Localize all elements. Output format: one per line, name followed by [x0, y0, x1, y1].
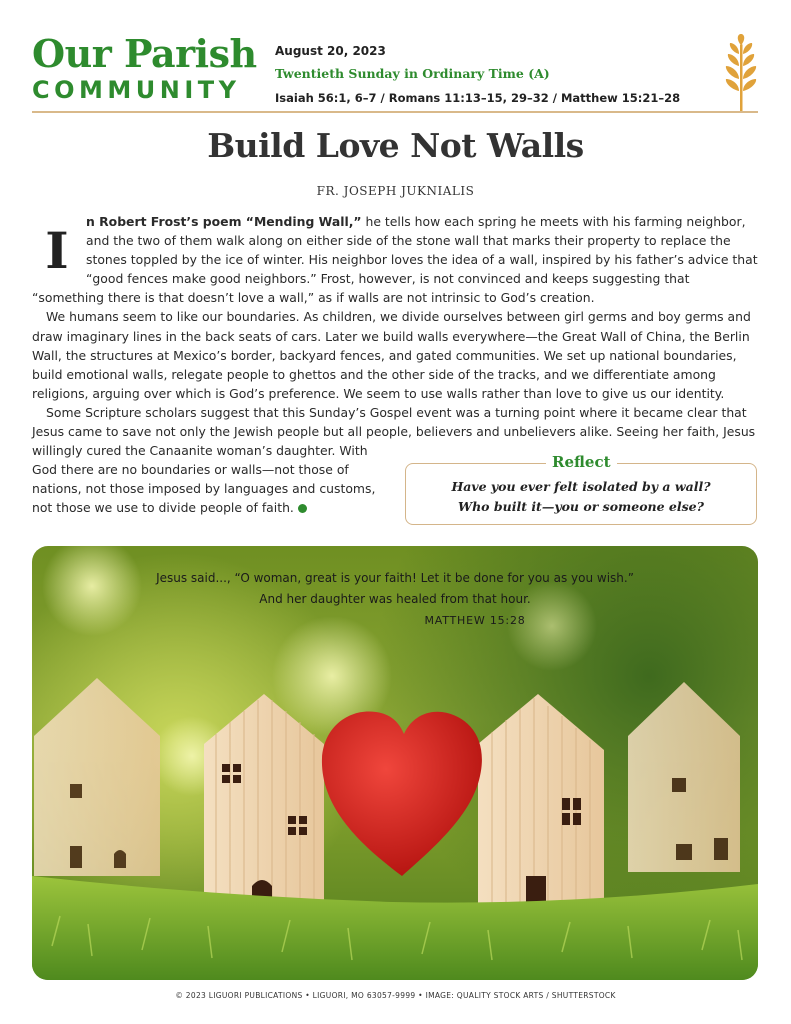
paragraph-1-text: he tells how each spring he meets with his farming neighbor, and the two of them walk along on either side of the stone wall that marks their property to replace the stones toppled by the ice of winter. His neighbor loves the idea of a wall, inspired by his father’s advice that “good fences make good neighbors.” Frost, however, is not convinced and keeps suggesting that “something there is that doesn’t love a wall,” as if walls are not intrinsic to God’s creation. — [32, 214, 758, 306]
feature-photo — [32, 546, 758, 980]
masthead-logo — [32, 31, 262, 104]
grass — [32, 876, 758, 980]
issue-info — [275, 42, 715, 108]
houses-heart-illustration — [32, 546, 758, 980]
end-mark-icon — [298, 504, 307, 513]
header-divider — [32, 111, 758, 113]
liturgical-day: Twentieth Sunday in Ordinary Time (A) — [275, 66, 550, 81]
reflect-question-1: Have you ever felt isolated by a wall? — [451, 479, 711, 494]
house-left — [34, 678, 160, 876]
paragraph-3-text: willingly cured the Canaanite woman’s daughter. With God there are no boundaries or walls—not those of nations, not those imposed by languages and customs, not those we use to divide people of faith. — [32, 443, 376, 516]
issue-date: August 20, 2023 — [275, 44, 386, 58]
lead-in: n Robert Frost’s poem “Mending Wall,” — [86, 214, 362, 229]
house-front-right — [478, 694, 604, 920]
paragraph-2: We humans seem to like our boundaries. As children, we divide ourselves between girl germs and boy germs and draw imaginary lines in the back seats of cars. Later we build walls everywhere—the Great Wall of China, the Berlin Wall, the structures at Mexico’s border, backyard fences, and gated communities. We set up national boundaries, build emotional walls, relegate people to ghettos and the other side of the tracks, and we differentiate among religions, arguing over which is God’s preference. We seem to use walls rather than love to give us our identity. — [32, 309, 751, 401]
paragraph-3-line-2: Jesus came to save not only the Jewish people but all people, believers and unbelievers alike. Seeing her faith, Jesus — [32, 424, 756, 440]
footer-credit: © 2023 LIGUORI PUBLICATIONS • LIGUORI, MO 63057-9999 • IMAGE: QUALITY STOCK ARTS / SHUTTERSTOCK — [175, 991, 616, 1000]
article-byline: FR. JOSEPH JUKNIALIS — [316, 184, 475, 198]
wheat-icon — [718, 34, 764, 114]
quote-line-2: And her daughter was healed from that hour. — [259, 592, 531, 606]
paragraph-3-end — [32, 441, 394, 517]
paragraph-1 — [32, 212, 762, 307]
logo-title: Our Parish — [32, 31, 257, 76]
quote-reference: MATTHEW 15:28 — [424, 614, 526, 627]
reflect-title: Reflect — [546, 453, 617, 471]
paragraph-3-line-1: Some Scripture scholars suggest that this Sunday’s Gospel event was a turning point where it became clear that — [46, 404, 747, 420]
reflect-box — [405, 453, 757, 525]
article-title: Build Love Not Walls — [207, 126, 584, 165]
scripture-readings: Isaiah 56:1, 6–7 / Romans 11:13–15, 29–32 / Matthew 15:21–28 — [275, 91, 681, 105]
logo-subtitle: COMMUNITY — [32, 76, 241, 104]
drop-cap: I — [45, 221, 69, 280]
reflect-question-2: Who built it—you or someone else? — [458, 499, 704, 514]
scripture-quote — [32, 568, 758, 610]
reflect-questions — [406, 477, 756, 517]
heart-icon — [322, 711, 482, 876]
house-right — [628, 682, 740, 872]
quote-line-1: Jesus said..., “O woman, great is your faith! Let it be done for you as you wish.” — [156, 571, 634, 585]
